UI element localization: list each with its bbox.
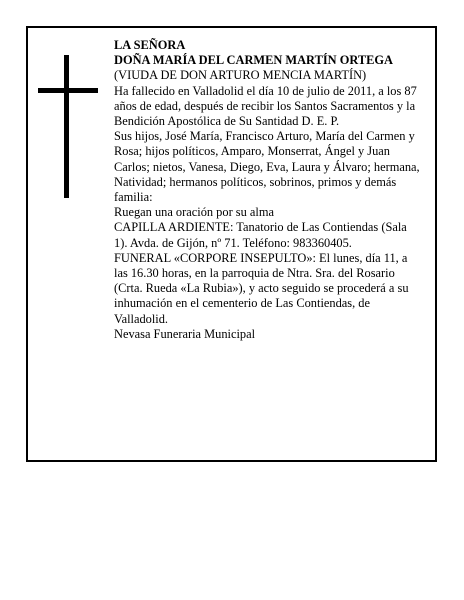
widow-of: (VIUDA DE DON ARTURO MENCIA MARTÍN)	[114, 68, 367, 83]
prayer-request: Ruegan una oración por su alma	[114, 205, 274, 220]
deceased-name: DOÑA MARÍA DEL CARMEN MARTÍN ORTEGA	[114, 53, 393, 68]
obituary-title: LA SEÑORA	[114, 38, 186, 52]
funeral-info: FUNERAL «CORPORE INSEPULTO»: El lunes, día 11, a las 16.30 horas, en la parroquia de Ntra. Sra. del Rosario (Crta. Rueda «La Rubia»), y acto seguido se procederá a su inhumación en el cementerio de Las Contiendas, de Valladolid.	[114, 250, 409, 326]
death-info: Ha fallecido en Valladolid el día 10 de julio de 2011, a los 87 años de edad, después de recibir los Santos Sacramentos y la Bendición Apostólica de Su Santidad D. E. P.	[114, 83, 417, 129]
chapel-info: CAPILLA ARDIENTE: Tanatorio de Las Contiendas (Sala 1). Avda. de Gijón, nº 71. Teléfono: 983360405.	[114, 220, 407, 250]
cross-icon	[38, 55, 98, 198]
family-list: Sus hijos, José María, Francisco Arturo, María del Carmen y Rosa; hijos políticos, Amparo, Monserrat, Ángel y Juan Carlos; nietos, Vanesa, Diego, Eva, Laura y Álvaro; hermana, Natividad; hermanos políticos, sobrinos, primos y demás familia:	[114, 129, 420, 205]
obituary-text	[114, 38, 420, 342]
funeral-home: Nevasa Funeraria Municipal	[114, 326, 256, 341]
